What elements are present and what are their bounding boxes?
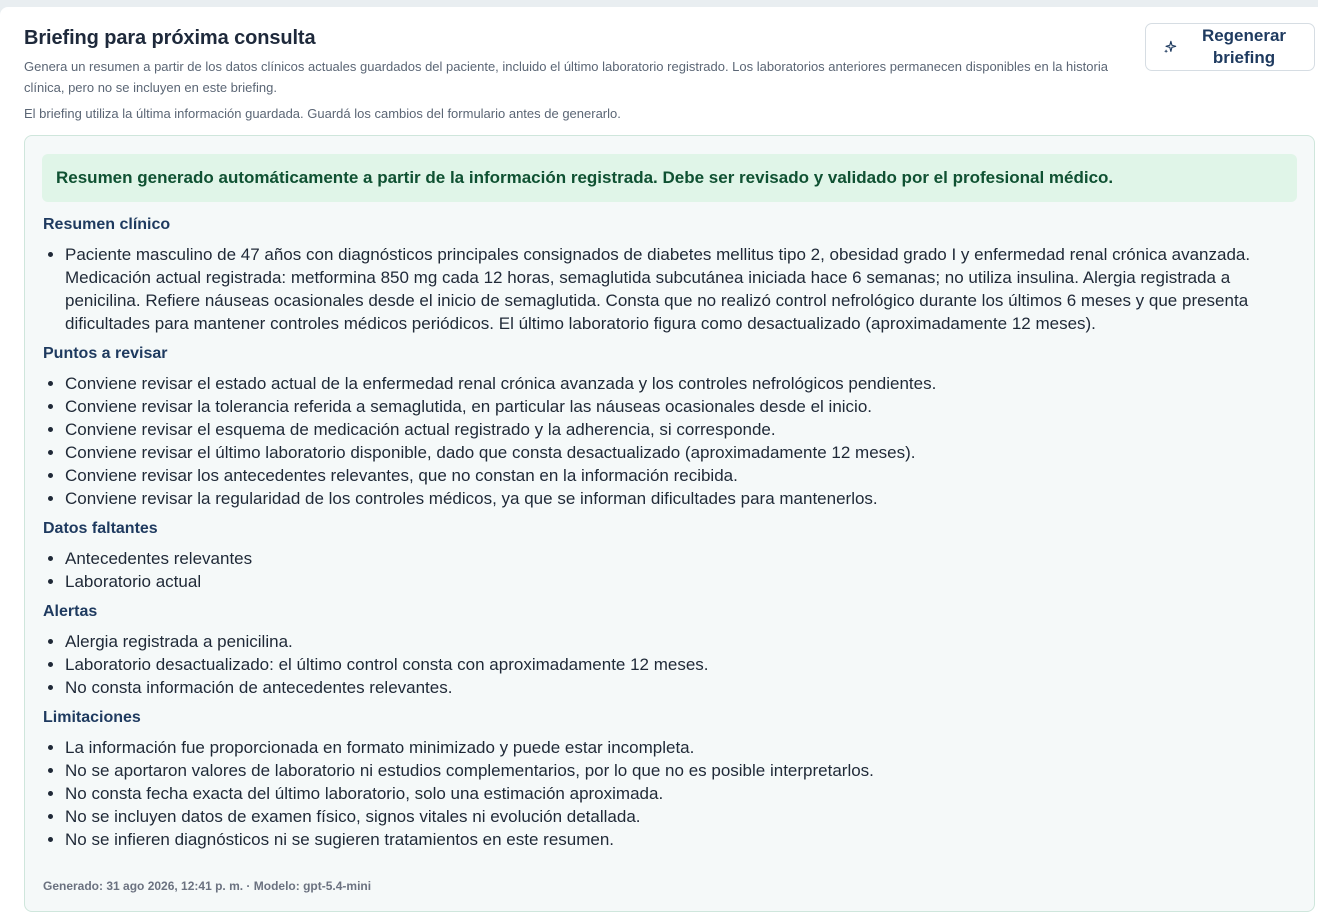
list-item: • No consta fecha exacta del último laboratorio, solo una estimación aproximada.: [65, 782, 1298, 805]
briefing-header: [24, 25, 1134, 124]
briefing-card: [0, 7, 1318, 915]
list-item: • No se incluyen datos de examen físico, signos vitales ni evolución detallada.: [65, 805, 1298, 828]
list-item: • Conviene revisar los antecedentes relevantes, que no constan en la información recibida.: [65, 464, 1298, 487]
briefing-description: Genera un resumen a partir de los datos clínicos actuales guardados del paciente, incluido el último laboratorio registrado. Los laboratorios anteriores permanecen disponibles en la historia clínica, pero no se incluyen en este briefing.: [24, 59, 1108, 95]
briefing-result: [24, 135, 1315, 912]
list-item: • No consta información de antecedentes relevantes.: [65, 676, 1298, 699]
list-item: • Conviene revisar el estado actual de la enfermedad renal crónica avanzada y los controles nefrológicos pendientes.: [65, 372, 1298, 395]
section-title-datos-faltantes: Datos faltantes: [43, 520, 158, 537]
briefing-note: El briefing utiliza la última información guardada. Guardá los cambios del formulario antes de generarlo.: [24, 106, 621, 121]
section-list-alertas: [43, 630, 1298, 699]
list-item: • No se infieren diagnósticos ni se sugieren tratamientos en este resumen.: [65, 828, 1298, 851]
section-title-puntos-a-revisar: Puntos a revisar: [43, 345, 168, 362]
section-title-limitaciones: Limitaciones: [43, 709, 141, 726]
section-title-resumen-clinico: Resumen clínico: [43, 216, 171, 233]
list-item: • Conviene revisar la tolerancia referida a semaglutida, en particular las náuseas ocasionales desde el inicio.: [65, 395, 1298, 418]
section-list-resumen-clinico: [43, 243, 1298, 335]
section-list-puntos-a-revisar: [43, 372, 1298, 510]
list-item: • Laboratorio actual: [65, 570, 1298, 593]
list-item: • Conviene revisar el último laboratorio disponible, dado que consta desactualizado (aproximadamente 12 meses).: [65, 441, 1298, 464]
list-item: • Conviene revisar el esquema de medicación actual registrado y la adherencia, si corresponde.: [65, 418, 1298, 441]
regenerate-briefing-button[interactable]: [1145, 23, 1315, 71]
list-item: • La información fue proporcionada en formato minimizado y puede estar incompleta.: [65, 736, 1298, 759]
briefing-content: [43, 214, 1298, 859]
list-item: • Paciente masculino de 47 años con diagnósticos principales consignados de diabetes mellitus tipo 2, obesidad grado I y enfermedad renal crónica avanzada. Medicación actual registrada: metformina 850 mg cada 12 horas, semaglutida subcutánea iniciada hace 6 semanas; no utiliza insulina. Alergia registrada a penicilina. Refiere náuseas ocasionales desde el inicio de semaglutida. Consta que no realizó control nefrológico durante los últimos 6 meses y que presenta dificultades para mantener controles médicos periódicos. El último laboratorio figura como desactualizado (aproximadamente 12 meses).: [65, 243, 1298, 335]
section-list-datos-faltantes: [43, 547, 1298, 593]
page-title: Briefing para próxima consulta: [24, 27, 316, 49]
ai-disclaimer-banner: Resumen generado automáticamente a partir de la información registrada. Debe ser revisado y validado por el profesional médico.: [42, 154, 1297, 202]
list-item: • Laboratorio desactualizado: el último control consta con aproximadamente 12 meses.: [65, 653, 1298, 676]
regenerate-button-label: Regenerar briefing: [1201, 26, 1287, 67]
sparkle-icon: [1162, 39, 1178, 55]
section-list-limitaciones: [43, 736, 1298, 851]
list-item: • Antecedentes relevantes: [65, 547, 1298, 570]
section-title-alertas: Alertas: [43, 603, 98, 620]
generation-metadata: Generado: 31 ago 2026, 12:41 p. m. · Modelo: gpt-5.4-mini: [43, 879, 372, 893]
list-item: • No se aportaron valores de laboratorio ni estudios complementarios, por lo que no es posible interpretarlos.: [65, 759, 1298, 782]
list-item: • Alergia registrada a penicilina.: [65, 630, 1298, 653]
list-item: • Conviene revisar la regularidad de los controles médicos, ya que se informan dificultades para mantenerlos.: [65, 487, 1298, 510]
